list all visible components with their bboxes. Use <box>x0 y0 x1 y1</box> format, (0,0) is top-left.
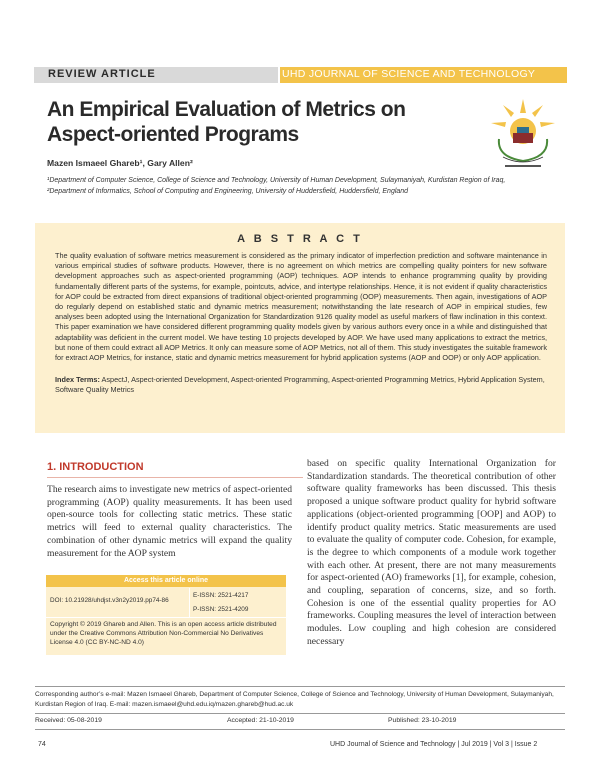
section-label: REVIEW ARTICLE <box>48 68 156 80</box>
doi-link[interactable]: DOI: 10.21928/uhdjst.v3n2y2019.pp74-86 <box>50 597 169 604</box>
index-terms <box>55 375 547 395</box>
journal-issue-info: UHD Journal of Science and Technology | Jul 2019 | Vol 3 | Issue 2 <box>330 741 538 748</box>
author-list: Mazen Ismaeel Ghareb¹, Gary Allen² <box>47 158 193 168</box>
p-issn: P-ISSN: 2521-4209 <box>193 606 249 613</box>
introduction-heading: 1. INTRODUCTION <box>47 461 144 473</box>
abstract-text: The quality evaluation of software metrics measurement is considered as the primary indicator of imperfection prediction and software maintenance in various empirical studies of software products. However, there is no agreement on which metrics are compelling quality pointers for new software development approaches such as aspect-oriented programming (AOP) techniques. AOP intends to enhance programming quality by providing fundamentally different parts of the systems, for example, pointcuts, advice, and intertype relationships. Hence, it is not evident if quality characteristics for AOP could be extracted from direct expansions of traditional object-oriented programming (OOP) measurements. Then again, investigations of AOP do regularly depend on established static and dynamic metrics measurement; notwithstanding the late research of AOP in empirical studies, few analyses been adopted using the International Organization for Standardization 9126 quality model as useful markers of flaw inclination in this context. This paper examination we have considered different programming quality models given by various authors every once in a while and distinguished that adaptability was deficient in the current model. We have testing 10 projects developed by AOP. We have used many applications to extract the metrics, but none of them could extract all AOP Metrics. It only can measure some of AOP Metrics, not all of them. This study investigates the suitable framework for extract AOP Metrics, for instance, static and dynamic metrics measurement for hybrid application systems (AOP and OOP) or only AOP application. <box>55 251 547 363</box>
author-affiliations: ¹Department of Computer Science, College of Science and Technology, University of Human Development, Sulaymaniyah, Kurdistan Region of Iraq, ²Department of Informatics, School of Computing and Engineering, University of Huddersfield, Huddersfield, England <box>47 177 506 195</box>
abstract-heading: A B S T R A C T <box>237 233 363 245</box>
index-terms-text: AspectJ, Aspect-oriented Development, Aspect-oriented Programming, Aspect-oriented Programming Metrics, Hybrid Application System, Software Quality Metrics <box>55 375 545 395</box>
paper-title: An Empirical Evaluation of Metrics on Aspect-oriented Programs <box>47 98 406 146</box>
access-box-heading: Access this article online <box>46 575 286 587</box>
divider <box>189 588 190 617</box>
footer-rule <box>35 686 565 687</box>
journal-name: UHD JOURNAL OF SCIENCE AND TECHNOLOGY <box>282 68 536 80</box>
index-terms-label: Index Terms: <box>55 375 100 384</box>
university-logo-icon <box>483 95 563 175</box>
abstract-box <box>35 223 565 433</box>
intro-left-column: The research aims to investigate new metrics of aspect-oriented programming (AOP) quality measurements. It has been used open-source tools for collecting static metrics. These static metrics will feed to external quality characteristics. The combination of other dynamic metrics will expand the quality measurement for the AOP system <box>47 484 292 559</box>
divider <box>46 617 286 618</box>
access-article-box <box>46 575 286 655</box>
e-issn: E-ISSN: 2521-4217 <box>193 592 249 599</box>
heading-rule <box>47 477 303 478</box>
page-number: 74 <box>38 741 46 748</box>
copyright-notice: Copyright © 2019 Ghareb and Allen. This is an open access article distributed under the Creative Commons Attribution Non-Commercial No Derivatives License 4.0 (CC BY-NC-ND 4.0) <box>50 621 277 646</box>
accepted-date: Accepted: 21-10-2019 <box>227 717 294 724</box>
published-date: Published: 23-10-2019 <box>388 717 457 724</box>
corresponding-author: Corresponding author’s e-mail: Mazen Ismaeel Ghareb, Department of Computer Science, College of Science and Technology, University of Human Development, Sulaymaniyah, Kurdistan Region of Iraq. E-mail: mazen.ismaeel@uhd.edu.iq/mazen.ghareb@hud.ac.uk <box>35 691 554 708</box>
dates-rule <box>35 713 565 714</box>
journal-name-band <box>280 67 567 83</box>
intro-right-column: based on specific quality International Organization for Standardization standards. The theoretical contribution of other software quality frameworks has been discussed. This thesis proposed a unique software product quality for hybrid software applications (object-oriented programming [OOP] and AOP) to identify product quality metrics. Static measurements are used to evaluate the quality of computer code. Cohesion, for example, is the degree to which components of a module work together with each other. At present, there are not many measurements for aspect-oriented (AO) frameworks [1], for example, cohesion, and coupling, separation of concerns, size, and so forth. Cohesion is one of the essential quality properties for AO frameworks. Coupling measures the level of interaction between modules. Low coupling and high cohesion are considered necessary <box>307 458 556 647</box>
dates-rule <box>35 729 565 730</box>
received-date: Received: 05-08-2019 <box>35 717 102 724</box>
section-label-band <box>34 67 278 83</box>
